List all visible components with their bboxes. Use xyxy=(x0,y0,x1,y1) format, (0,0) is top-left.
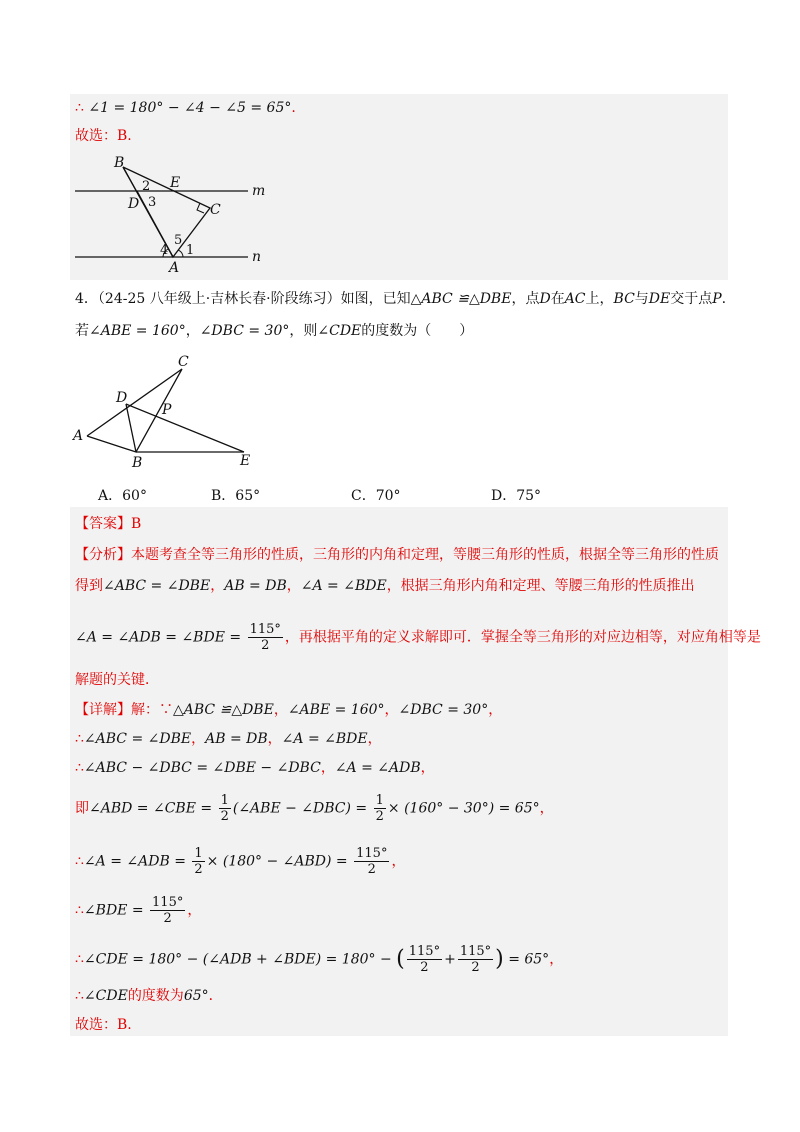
fig1-label-4: 4 xyxy=(160,243,169,258)
detail-line-1: 【详解】解：∵△ABC ≌△DBE，∠ABE = 160°，∠DBC = 30°， xyxy=(75,702,503,718)
fig1-label-D: D xyxy=(128,196,140,212)
fraction: $\frac{1}{2}$ xyxy=(220,793,229,824)
detail-line-6: ∴∠BDE = $\frac{115^\circ}{2}$ ， xyxy=(75,895,202,926)
analysis-line-4: 解题的关键． xyxy=(75,672,159,688)
analysis-line-1: 【分析】本题考查全等三角形的性质，三角形的内角和定理，等腰三角形的性质，根据全等三角形的性质 xyxy=(75,547,719,563)
figure-triangles xyxy=(70,352,270,470)
detail-choice-line: 故选：B. xyxy=(75,1017,132,1033)
analysis-line-3: ∠A = ∠ADB = ∠BDE = $\frac{115^\circ}{2}$ ，再根据平角的定义求解即可．掌握全等三角形的对应边相等，对应角相等是 xyxy=(75,622,761,653)
detail-line-3: ∴∠ABC − ∠DBC = ∠DBE − ∠DBC，∠A = ∠ADB， xyxy=(75,760,435,776)
option-c: C．70° xyxy=(351,488,401,504)
fig2-label-D: D xyxy=(116,390,128,406)
option-d: D．75° xyxy=(491,488,542,504)
fraction: $\frac{115^\circ}{2}$ xyxy=(152,895,184,926)
answer-line: 【答案】B xyxy=(75,516,142,532)
fraction: $\frac{115^\circ}{2}$ xyxy=(356,846,388,877)
prev-conclusion-line: ∴ ∠1 = 180° − ∠4 − ∠5 = 65°. xyxy=(75,100,296,116)
option-a: A．60° xyxy=(98,488,147,504)
fig1-label-2: 2 xyxy=(142,179,151,194)
fig2-label-C: C xyxy=(178,354,189,370)
fig1-label-B: B xyxy=(114,155,125,171)
fig2-label-A: A xyxy=(73,428,84,444)
detail-line-7: ∴∠CDE = 180° − (∠ADB + ∠BDE) = 180° − ( $\frac{115^\circ}{2}$ + $\frac{115^\circ}{2}$ ) = 65°， xyxy=(75,944,564,975)
fraction: $\frac{1}{2}$ xyxy=(194,846,203,877)
fig1-label-1: 1 xyxy=(186,243,195,258)
fraction: $\frac{115^\circ}{2}$ xyxy=(249,622,281,653)
question-line-2: 若∠ABE = 160°，∠DBC = 30°，则∠CDE的度数为（ ） xyxy=(75,323,474,339)
detail-line-5: ∴∠A = ∠ADB = $\frac{1}{2}$ × (180° − ∠ABD) = $\frac{115^\circ}{2}$ ， xyxy=(75,846,406,877)
fraction: $\frac{115^\circ}{2}$ xyxy=(408,944,441,975)
fig2-label-B: B xyxy=(132,455,143,470)
fig1-label-3: 3 xyxy=(148,195,157,210)
fig2-label-E: E xyxy=(240,453,251,469)
option-b: B．65° xyxy=(211,488,261,504)
fig1-label-m: m xyxy=(252,183,266,199)
fig1-label-n: n xyxy=(252,249,262,265)
fig1-label-C: C xyxy=(210,202,221,218)
left-paren: ( xyxy=(396,946,405,972)
fraction: $\frac{1}{2}$ xyxy=(375,793,384,824)
prev-choice-line: 故选：B. xyxy=(75,128,132,144)
question-line-1: 4．（24-25 八年级上·吉林长春·阶段练习）如图，已知△ABC ≌△DBE，点D在AC上，BC与DE交于点P. xyxy=(75,291,727,307)
detail-line-4: 即∠ABD = ∠CBE = $\frac{1}{2}$ (∠ABE − ∠DBC) = $\frac{1}{2}$ × (160° − 30°) = 65°， xyxy=(75,793,554,824)
analysis-line-2: 得到∠ABC = ∠DBE，AB = DB，∠A = ∠BDE，根据三角形内角和定理、等腰三角形的性质推出 xyxy=(75,578,695,594)
figure-parallel-lines xyxy=(70,150,310,275)
detail-line-2: ∴∠ABC = ∠DBE，AB = DB，∠A = ∠BDE， xyxy=(75,731,382,747)
fig1-label-E: E xyxy=(170,175,181,191)
fig1-label-A: A xyxy=(169,260,180,275)
right-paren: ) xyxy=(495,946,504,972)
fig2-label-P: P xyxy=(162,402,172,418)
detail-line-8: ∴∠CDE的度数为65°． xyxy=(75,988,223,1004)
fraction: $\frac{115^\circ}{2}$ xyxy=(459,944,492,975)
fig1-label-5: 5 xyxy=(174,233,183,248)
